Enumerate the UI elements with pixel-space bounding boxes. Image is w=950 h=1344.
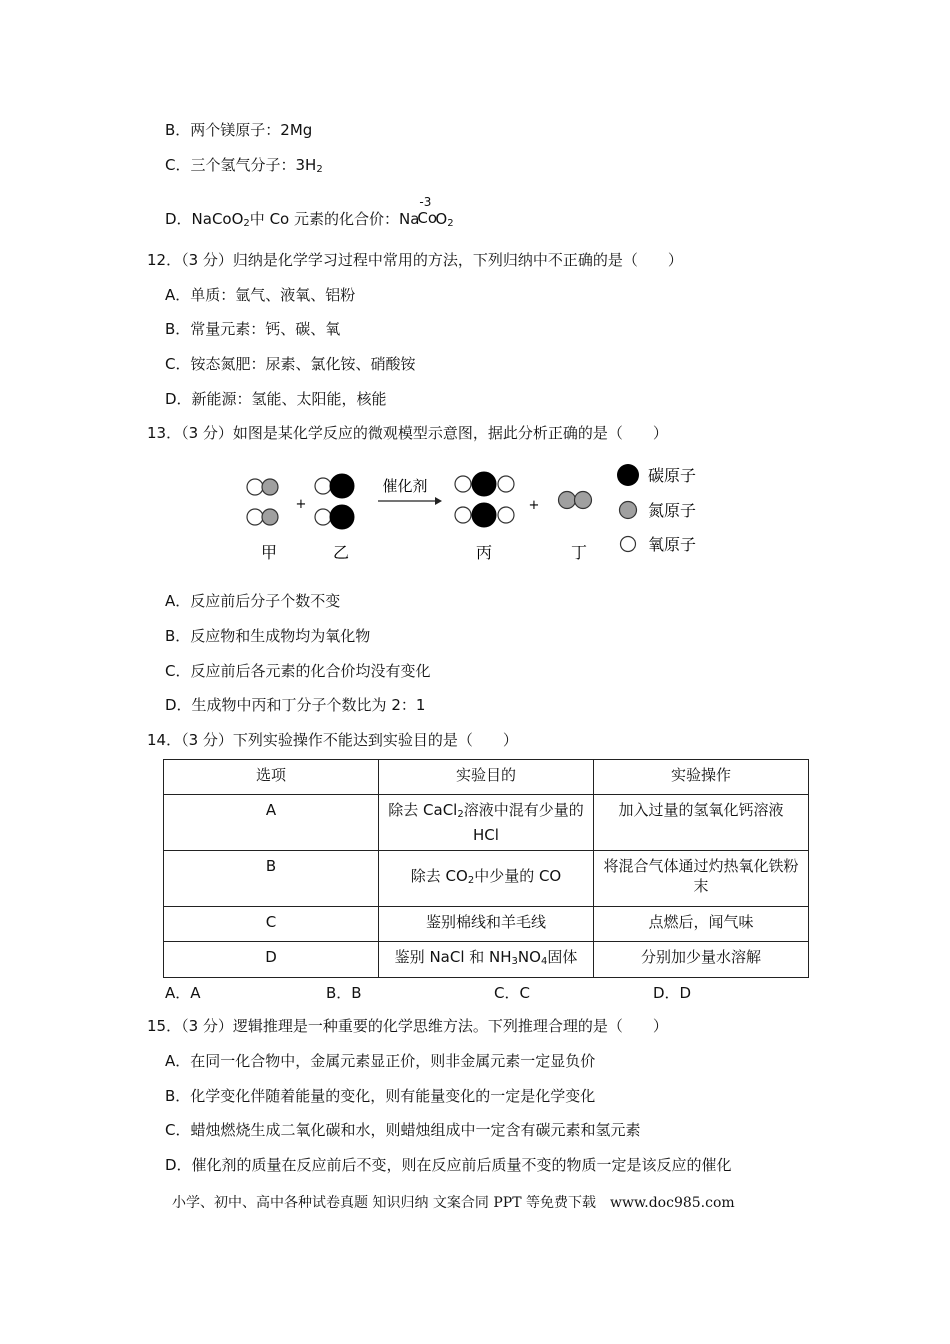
q15-option-d: D．催化剂的质量在反应前后不变，则在反应前后质量不变的物质一定是该反应的催化 [165,1156,732,1174]
row-d-purpose-pre: 鉴别 NaCl 和 NH [394,948,512,966]
legend-oxygen [621,535,697,554]
svg-text:碳原子: 碳原子 [648,466,697,485]
molecule-bing-1 [455,472,514,496]
table-header-row [164,760,809,795]
q12-option-b: B．常量元素：钙、碳、氧 [165,320,341,338]
row-b-purpose-pre: 除去 CO [410,867,468,885]
q12-option-d: D．新能源：氢能、太阳能，核能 [165,390,387,408]
row-d-purpose-sub: 3 [511,956,518,967]
page-footer: 小学、初中、高中各种试卷真题 知识归纳 文案合同 PPT 等免费下载 www.doc985.com [172,1195,735,1211]
molecule-yi-1 [315,474,354,498]
q11-option-d [165,195,454,234]
molecule-yi-2 [315,505,354,529]
q11-option-c-text: C．三个氢气分子：3H [165,156,317,174]
table-row [164,907,809,942]
q15-option-c: C．蜡烛燃烧生成二氧化碳和水，则蜡烛组成中一定含有碳元素和氢元素 [165,1121,641,1139]
table-row [164,942,809,978]
molecule-bing-2 [455,503,514,527]
row-d-purpose-post: NO [517,948,541,966]
row-d-purpose-tail: 固体 [547,948,578,966]
q11-option-c-sub: 2 [316,164,323,175]
row-b-option: B [164,851,379,907]
row-a-option: A [164,795,379,851]
q11-option-b: B．两个镁原子：2Mg [165,121,313,139]
q13-option-c: C．反应前后各元素的化合价均没有变化 [165,662,431,680]
row-b-purpose-sub: 2 [467,875,475,886]
svg-text:氧原子: 氧原子 [648,535,697,554]
molecule-jia-2 [247,509,278,525]
q13-option-d: D．生成物中丙和丁分子个数比为 2：1 [165,696,426,714]
label-ding: 丁 [570,543,588,562]
table-row [164,795,809,851]
valence-number: -3 [419,195,432,209]
row-a-purpose [379,795,594,851]
molecule-jia-1 [247,479,278,495]
experiment-table [163,759,809,978]
legend-nitrogen [620,501,697,520]
row-a-purpose-pre: 除去 CaCl [388,801,458,819]
row-b-purpose-post: 中少量的 CO [474,867,562,885]
q14-answer-a: A．A [165,984,201,1002]
header-purpose: 实验目的 [379,760,594,795]
label-jia: 甲 [260,543,278,562]
row-d-option: D [164,942,379,978]
svg-text:氮原子: 氮原子 [648,501,697,520]
q12-stem: 12．（3 分）归纳是化学学习过程中常用的方法，下列归纳中不正确的是（ ） [147,251,683,269]
row-d-operation: 分别加少量水溶解 [594,942,809,978]
q13-stem: 13．（3 分）如图是某化学反应的微观模型示意图，据此分析正确的是（ ） [147,424,668,442]
q11-option-d-o: O [435,210,448,228]
q11-option-d-sub1: 2 [243,218,250,229]
row-a-purpose-post: 溶液中混有少量的 HCl [463,801,584,844]
valence-mark [417,195,438,227]
q13-option-b: B．反应物和生成物均为氧化物 [165,627,371,645]
row-b-purpose [379,851,594,907]
table-row [164,851,809,907]
q15-option-b: B．化学变化伴随着能量的变化，则有能量变化的一定是化学变化 [165,1087,596,1105]
q14-stem: 14．（3 分）下列实验操作不能达到实验目的是（ ） [147,731,518,749]
plus-sign-2: + [528,498,540,513]
label-yi: 乙 [332,543,350,562]
q14-answer-c: C．C [494,984,530,1002]
q15-stem: 15．（3 分）逻辑推理是一种重要的化学思维方法。下列推理合理的是（ ） [147,1017,668,1035]
row-d-purpose [379,942,594,978]
row-d-purpose-sub2: 4 [540,956,548,967]
reaction-diagram [230,455,710,570]
row-b-operation: 将混合气体通过灼热氧化铁粉末 [594,851,809,907]
header-operation: 实验操作 [594,760,809,795]
legend-carbon [617,464,696,486]
q12-option-a: A．单质：氩气、液氧、铝粉 [165,286,356,304]
molecule-ding [559,492,592,509]
q14-answer-b: B．B [326,984,362,1002]
arrow-head [435,497,442,505]
row-c-purpose: 鉴别棉线和羊毛线 [379,907,594,942]
row-a-purpose-sub: 2 [457,809,464,820]
q11-option-d-sub2: 2 [447,218,454,229]
row-c-option: C [164,907,379,942]
q11-option-c [165,155,323,180]
q14-answer-d: D．D [653,984,692,1002]
q15-option-a: A．在同一化合物中，金属元素显正价，则非金属元素一定显负价 [165,1052,596,1070]
row-c-operation: 点燃后，闻气味 [594,907,809,942]
q13-option-a: A．反应前后分子个数不变 [165,592,341,610]
label-bing: 丙 [475,543,493,562]
header-option: 选项 [164,760,379,795]
q12-option-c: C．铵态氮肥：尿素、氯化铵、硝酸铵 [165,355,416,373]
plus-sign-1: + [295,497,307,512]
row-a-operation: 加入过量的氢氧化钙溶液 [594,795,809,851]
valence-element: Co [417,209,438,227]
catalyst-label: 催化剂 [382,477,428,495]
q11-option-d-mid: 中 Co 元素的化合价：Na [249,210,420,228]
q11-option-d-pre: D．NaCoO [165,210,244,228]
